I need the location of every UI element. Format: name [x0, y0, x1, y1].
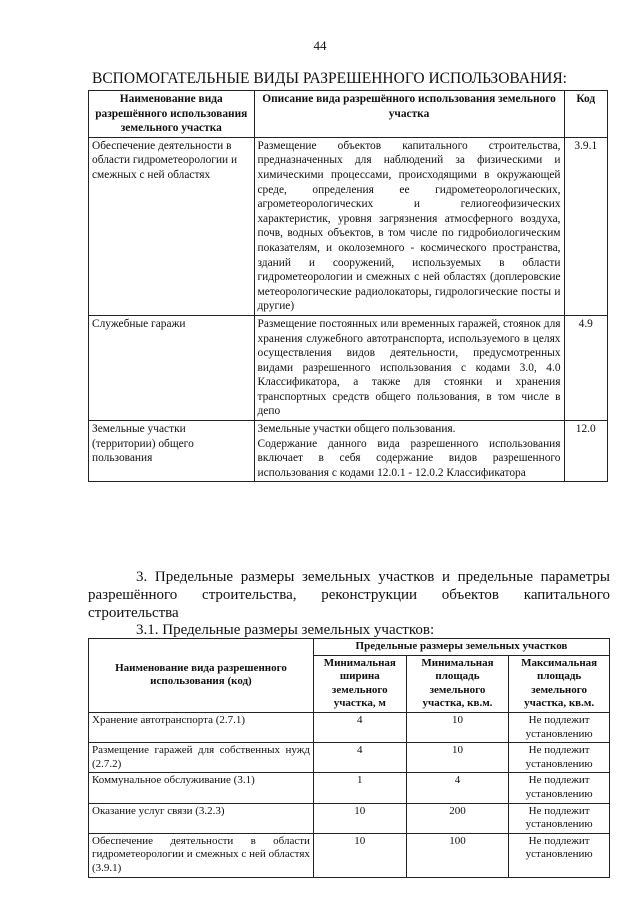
row-min-width: 4 — [313, 743, 406, 773]
header-min-width: Минимальная ширина земельного участка, м — [313, 655, 406, 712]
row-min-area: 4 — [406, 773, 509, 803]
row-max-area: Не подлежит установлению — [509, 803, 610, 833]
header-max-area: Максимальная площадь земельного участка, кв.м. — [509, 655, 610, 712]
table-header-row — [89, 639, 610, 656]
row-name: Обеспечение деятельности в области гидрометеорологии и смежных с ней областях — [89, 137, 255, 315]
table-row — [89, 315, 608, 420]
row-name: Размещение гаражей для собственных нужд (2.7.2) — [89, 743, 314, 773]
row-name: Земельные участки (территории) общего пользования — [89, 421, 255, 482]
header-code: Код — [564, 91, 607, 138]
row-min-area: 100 — [406, 833, 509, 877]
row-max-area: Не подлежит установлению — [509, 773, 610, 803]
header-group: Предельные размеры земельных участков — [313, 639, 609, 656]
table-row — [89, 712, 610, 742]
table-row — [89, 421, 608, 482]
auxiliary-uses-table — [88, 90, 608, 482]
row-description — [254, 421, 564, 482]
row-code: 12.0 — [564, 421, 607, 482]
page-number: 44 — [313, 38, 327, 53]
row-max-area: Не подлежит установлению — [509, 712, 610, 742]
row-min-area: 200 — [406, 803, 509, 833]
row-min-area: 10 — [406, 712, 509, 742]
row-name: Коммунальное обслуживание (3.1) — [89, 773, 314, 803]
table-row — [89, 833, 610, 877]
row-name: Хранение автотранспорта (2.7.1) — [89, 712, 314, 742]
table-row — [89, 773, 610, 803]
row-description: Размещение объектов капитального строительства, предназначенных для наблюдений за физическими и химическими процессами, происходящими в окружающей среде, определения ее гидрометеорологических, агрометеорологических и гелиогеофизических характеристик, уровня загрязнения атмосферного воздуха, почв, водных объектов, в том числе по гидробиологическим показателям, и околоземного - космического пространства, зданий и сооружений, используемых в области гидрометеорологии и смежных с ней областях (доплеровские метеорологические радиолокаторы, гидрологические посты и другие) — [254, 137, 564, 315]
header-description: Описание вида разрешённого использования земельного участка — [254, 91, 564, 138]
row-max-area: Не подлежит установлению — [509, 743, 610, 773]
header-name: Наименование вида разрешённого использования земельного участка — [89, 91, 255, 138]
row-description: Размещение постоянных или временных гаражей, стоянок для хранения служебного автотранспорта, используемого в целях осуществления видов деятельности, предусмотренных видами разрешенного использования с кодами 3.0, 4.0 Классификатора, а также для стоянки и хранения транспортных средств общего пользования, в том числе в депо — [254, 315, 564, 420]
row-max-area: Не подлежит установлению — [509, 833, 610, 877]
table-header-row — [89, 91, 608, 138]
row-min-width: 1 — [313, 773, 406, 803]
table-row — [89, 803, 610, 833]
row-name: Оказание услуг связи (3.2.3) — [89, 803, 314, 833]
row-description-line-2: Содержание данного вида разрешенного использования включает в себя содержание видов разрешенного использования с кодами 12.0.1 - 12.0.2 Классификатора — [257, 437, 561, 479]
row-code: 4.9 — [564, 315, 607, 420]
paragraph-3-1: 3.1. Предельные размеры земельных участков: — [136, 622, 435, 638]
row-min-area: 10 — [406, 743, 509, 773]
row-min-width: 10 — [313, 833, 406, 877]
row-code: 3.9.1 — [564, 137, 607, 315]
section-title: ВСПОМОГАТЕЛЬНЫЕ ВИДЫ РАЗРЕШЕННОГО ИСПОЛЬЗОВАНИЯ: — [92, 70, 567, 87]
row-name: Обеспечение деятельности в области гидрометеорологии и смежных с ней областях (3.9.1) — [89, 833, 314, 877]
row-description-line: Земельные участки общего пользования. — [257, 423, 456, 436]
header-min-area: Минимальная площадь земельного участка, кв.м. — [406, 655, 509, 712]
table-row — [89, 743, 610, 773]
plot-sizes-table — [88, 638, 610, 878]
table-row — [89, 137, 608, 315]
row-name: Служебные гаражи — [89, 315, 255, 420]
header-use-name: Наименование вида разрешенного использования (код) — [89, 639, 314, 713]
paragraph-3: 3. Предельные размеры земельных участков и предельные параметры разрешённого строительства, реконструкции объектов капитального строительства — [88, 569, 610, 621]
row-min-width: 10 — [313, 803, 406, 833]
row-min-width: 4 — [313, 712, 406, 742]
